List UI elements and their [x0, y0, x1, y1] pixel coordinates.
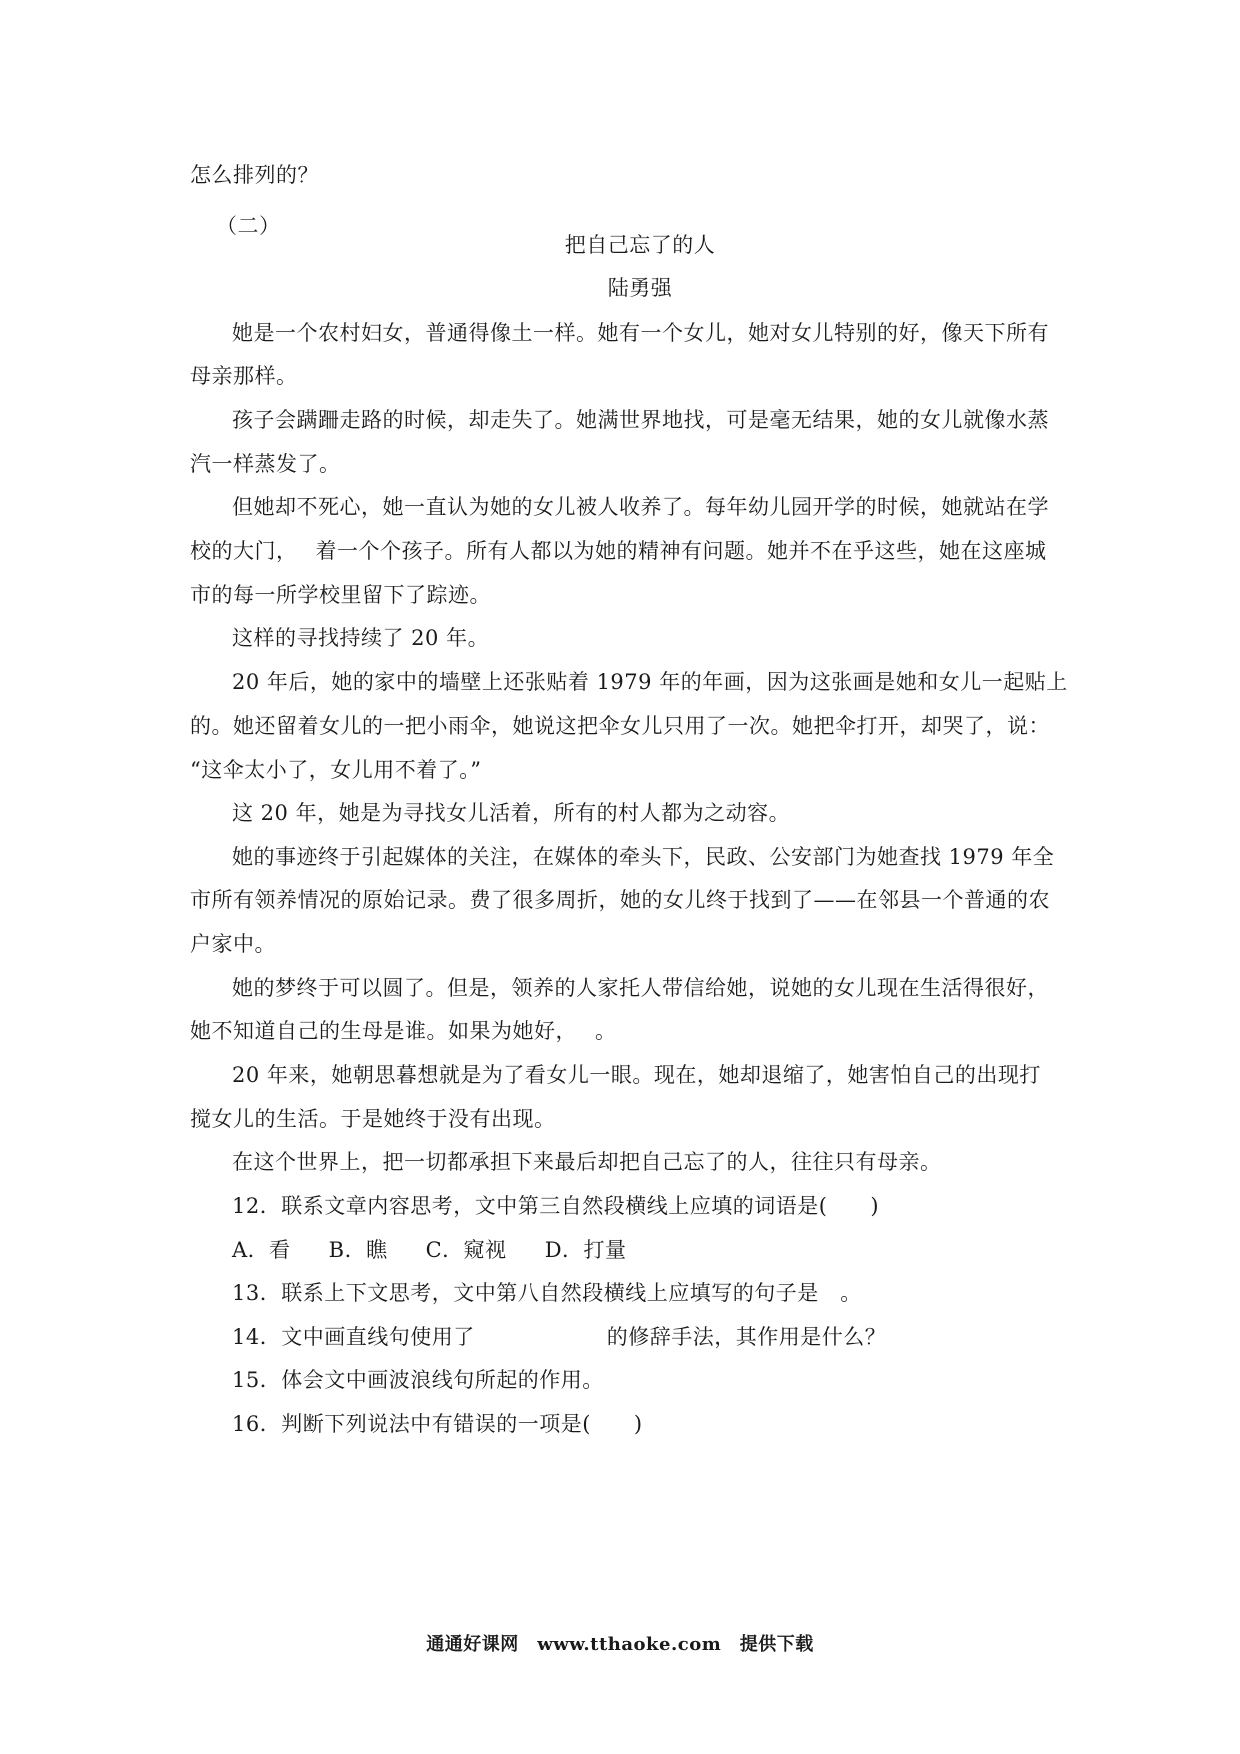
article-author: 陆勇强 [607, 276, 673, 300]
option-a: A．看 [232, 1238, 291, 1262]
paragraph-line: 市的每一所学校里留下了踪迹。 [190, 583, 491, 607]
option-d: D．打量 [544, 1238, 627, 1262]
paragraph-segment: 着一个个孩子。所有人都以为她的精神有问题。她并不在乎这些，她在这座城 [315, 539, 1047, 563]
option-c: C．窥视 [425, 1238, 507, 1262]
paragraph-line: 20 年来，她朝思暮想就是为了看女儿一眼。现在，她却退缩了，她害怕自己的出现打 [232, 1063, 1041, 1087]
paragraph-line: 孩子会蹒跚走路的时候，却走失了。她满世界地找，可是毫无结果，她的女儿就像水蒸 [232, 408, 1049, 432]
paragraph-line: 20 年后，她的家中的墙壁上还张贴着 1979 年的年画，因为这张画是她和女儿一起贴上 [232, 670, 1068, 694]
paragraph-line: 市所有领养情况的原始记录。费了很多周折，她的女儿终于找到了——在邻县一个普通的农 [190, 888, 1050, 912]
paragraph-line: 她的梦终于可以圆了。但是，领养的人家托人带信给她，说她的女儿现在生活得很好， [232, 976, 1049, 1000]
question-14-part-b: 的修辞手法，其作用是什么？ [606, 1325, 887, 1349]
paragraph-line: 她的事迹终于引起媒体的关注，在媒体的牵头下，民政、公安部门为她查找 1979 年全 [232, 845, 1055, 869]
page-footer: 通通好课网 www.tthaoke.com 提供下载 [426, 1634, 814, 1655]
paragraph-line: 的。她还留着女儿的一把小雨伞，她说这把伞女儿只用了一次。她把伞打开，却哭了，说： [190, 714, 1050, 738]
paragraph-line: 户家中。 [190, 932, 276, 956]
paragraph-line: 她是一个农村妇女，普通得像土一样。她有一个女儿，她对女儿特别的好，像天下所有 [232, 321, 1049, 345]
paragraph-line: 母亲那样。 [190, 364, 298, 388]
paragraph-line: 这 20 年，她是为寻找女儿活着，所有的村人都为之动容。 [232, 801, 791, 825]
question-15: 15．体会文中画波浪线句所起的作用。 [232, 1368, 604, 1392]
paragraph-line: “这伞太小了，女儿用不着了。” [190, 758, 482, 782]
article-title: 把自己忘了的人 [564, 233, 716, 257]
lead-text: 怎么排列的？ [190, 163, 319, 187]
option-b: B．瞧 [328, 1238, 388, 1262]
paragraph-segment: 校的大门， [190, 539, 298, 563]
paragraph-segment: 她不知道自己的生母是谁。如果为她好， [190, 1019, 577, 1043]
paragraph-line [190, 1016, 1050, 1046]
question-14 [232, 1322, 1092, 1352]
paragraph-line: 汽一样蒸发了。 [190, 452, 341, 476]
paragraph-line: 但她却不死心，她一直认为她的女儿被人收养了。每年幼儿园开学的时候，她就站在学 [232, 495, 1049, 519]
paragraph-line: 这样的寻找持续了 20 年。 [232, 626, 490, 650]
section-label: （二） [216, 214, 281, 238]
question-16: 16．判断下列说法中有错误的一项是( ) [232, 1412, 643, 1436]
question-12: 12．联系文章内容思考，文中第三自然段横线上应填的词语是( ) [232, 1194, 880, 1218]
question-12-options [232, 1235, 1092, 1265]
paragraph-line: 搅女儿的生活。于是她终于没有出现。 [190, 1107, 556, 1131]
paragraph-line [190, 536, 1050, 566]
question-14-part-a: 14．文中画直线句使用了 [232, 1325, 475, 1349]
paragraph-segment: 。 [595, 1019, 617, 1043]
paragraph-line: 在这个世界上，把一切都承担下来最后却把自己忘了的人，往往只有母亲。 [232, 1150, 942, 1174]
question-13: 13．联系上下文思考，文中第八自然段横线上应填写的句子是 。 [232, 1281, 862, 1305]
